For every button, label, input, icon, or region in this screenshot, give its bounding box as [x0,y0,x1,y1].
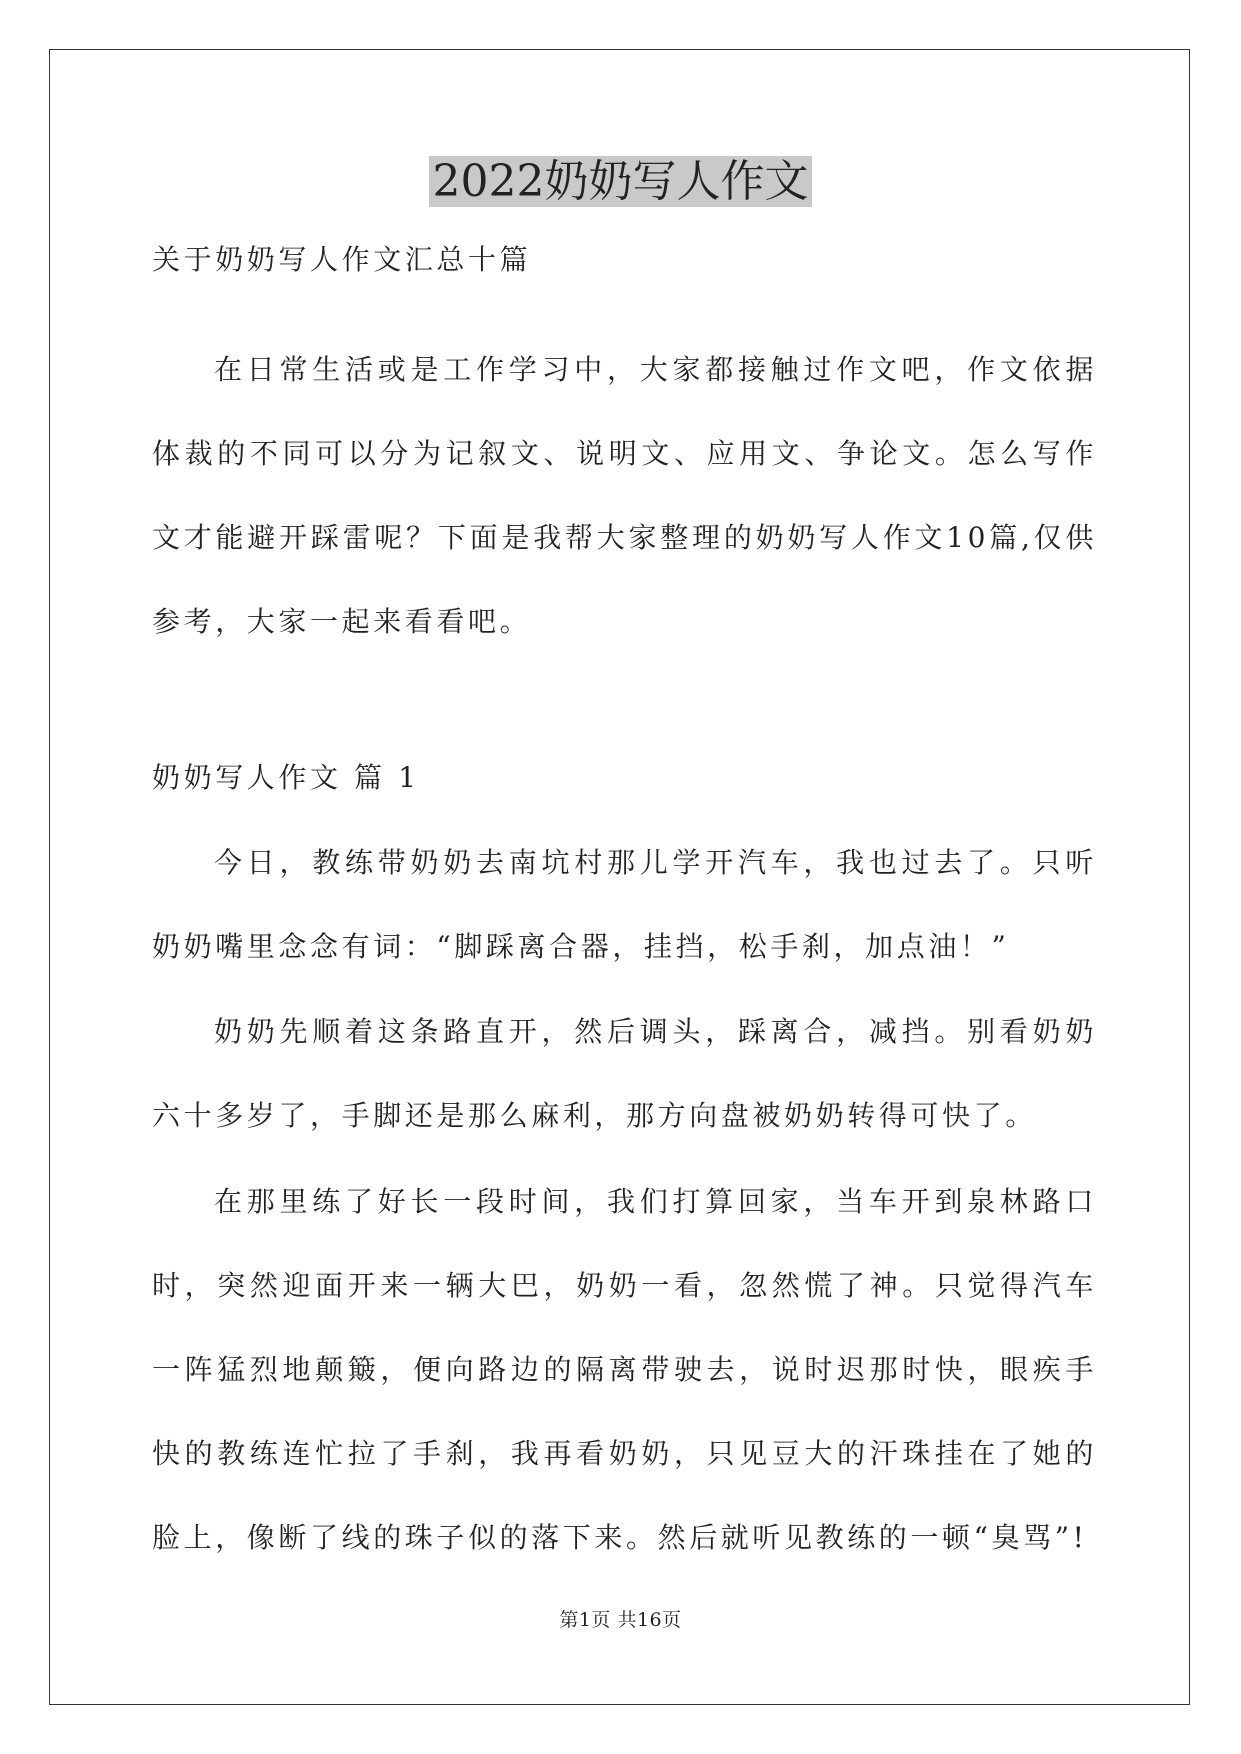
body-paragraph-1: 今日，教练带奶奶去南坑村那儿学开汽车，我也过去了。只听奶奶嘴里念念有词：“脚踩离合器，挂挡，松手刹，加点油！” [152,846,1097,963]
section-heading: 奶奶写人作文 篇 1 [152,761,420,794]
body-paragraph-3: 在那里练了好长一段时间，我们打算回家，当车开到泉林路口时，突然迎面开来一辆大巴，奶奶一看，忽然慌了神。只觉得汽车一阵猛烈地颠簸，便向路边的隔离带驶去，说时迟那时快，眼疾手快的教练连忙拉了手刹，我再看奶奶，只见豆大的汗珠挂在了她的脸上，像断了线的珠子似的落下来。然后就听见教练的一顿“臭骂”! [152,1185,1097,1554]
document-title-text: 2022奶奶写人作文 [429,156,813,207]
document-subtitle: 关于奶奶写人作文汇总十篇 [152,243,532,276]
intro-paragraph: 在日常生活或是工作学习中，大家都接触过作文吧，作文依据体裁的不同可以分为记叙文、说明文、应用文、争论文。怎么写作文才能避开踩雷呢？下面是我帮大家整理的奶奶写人作文10篇,仅供参考，大家一起来看看吧。 [152,353,1097,638]
page-number-footer: 第1页 共16页 [559,1609,682,1631]
body-paragraph-2: 奶奶先顺着这条路直开，然后调头，踩离合，减挡。别看奶奶六十多岁了，手脚还是那么麻利，那方向盘被奶奶转得可快了。 [152,1015,1097,1132]
document-title [0,152,1241,212]
